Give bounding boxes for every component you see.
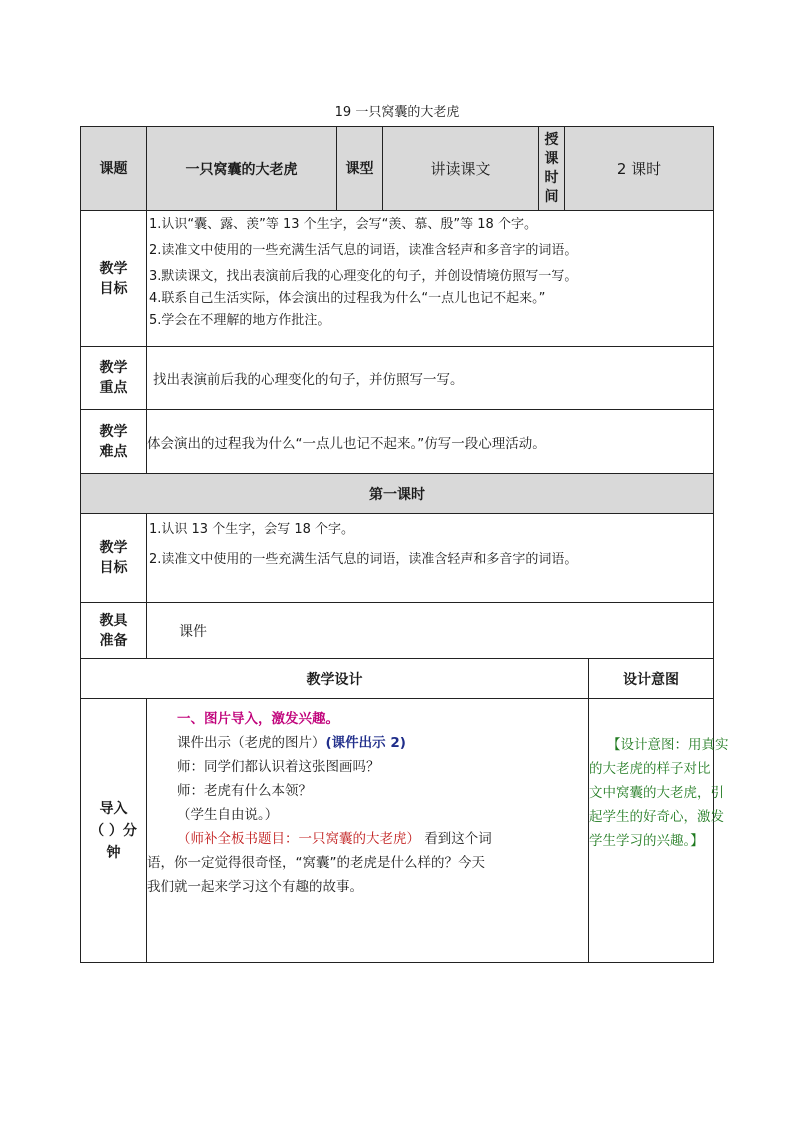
lesson-goal-item: 1.认识 13 个生字，会写 18 个字。 <box>149 522 355 537</box>
goals-label <box>81 211 147 347</box>
design-header: 教学设计 <box>81 659 589 699</box>
intro-line: 师：同学们都认识着这张图画吗？ <box>177 759 380 775</box>
goal-item: 3.默读课文，找出表演前后我的心理变化的句子，并创设情境仿照写一写。 <box>149 269 578 284</box>
subject-label: 课题 <box>81 127 147 211</box>
intro-label-line2: （ ）分 <box>90 822 137 839</box>
intent-header: 设计意图 <box>589 659 714 699</box>
intent-line: 的大老虎的样子对比 <box>589 761 711 777</box>
difficulties-label <box>81 410 147 474</box>
type-label: 课型 <box>337 127 383 211</box>
type-value: 讲读课文 <box>383 127 539 211</box>
key-points-text: 找出表演前后我的心理变化的句子，并仿照写一写。 <box>147 347 714 410</box>
header-row <box>81 127 714 211</box>
lesson-goals-label <box>81 514 147 603</box>
intro-intent-cell <box>589 699 729 963</box>
board-title-note: （师补全板书题目：一只窝囊的大老虎） <box>177 831 420 847</box>
intro-content <box>147 699 589 963</box>
intro-label-line3: 钟 <box>106 844 121 861</box>
difficulties-row <box>81 410 714 474</box>
intro-line: （学生自由说。） <box>177 807 279 823</box>
difficulties-text: 体会演出的过程我为什么“一点儿也记不起来。”仿写一段心理活动。 <box>147 410 714 474</box>
intro-heading: 一、图片导入，激发兴趣。 <box>177 711 339 727</box>
lesson-goals-cell <box>147 514 714 603</box>
goals-label-text: 教学目标 <box>99 260 128 297</box>
materials-row <box>81 603 714 659</box>
goals-row <box>81 211 714 347</box>
design-header-row <box>81 659 714 699</box>
intro-label-line1: 导入 <box>99 800 128 817</box>
subject-value: 一只窝囊的大老虎 <box>147 127 337 211</box>
intro-line: 语，你一定觉得很奇怪，“窝囊”的老虎是什么样的？今天 <box>147 855 485 871</box>
intro-row <box>81 699 714 963</box>
key-points-label <box>81 347 147 410</box>
intro-line <box>147 731 582 755</box>
section-row <box>81 474 714 514</box>
key-points-row <box>81 347 714 410</box>
intro-label <box>81 699 147 963</box>
materials-text: 课件 <box>147 603 714 659</box>
materials-label-text: 教具准备 <box>99 612 128 649</box>
intent-line: 【设计意图：用真实 <box>607 737 729 753</box>
lesson-goals-row <box>81 514 714 603</box>
intro-line <box>147 827 582 851</box>
goal-item: 2.读准文中使用的一些充满生活气息的词语，读准含轻声和多音字的词语。 <box>149 243 578 258</box>
intro-intent-note <box>589 699 729 853</box>
intro-line: 我们就一起来学习这个有趣的故事。 <box>147 879 363 895</box>
intent-line: 文中窝囊的大老虎，引 <box>589 785 724 801</box>
document-title: 19 一只窝囊的大老虎 <box>334 105 460 120</box>
intro-line-text: 课件出示（老虎的图片） <box>177 735 326 751</box>
goal-item: 5.学会在不理解的地方作批注。 <box>149 313 331 328</box>
intro-line: 师：老虎有什么本领？ <box>177 783 312 799</box>
lesson-goal-item: 2.读准文中使用的一些充满生活气息的词语，读准含轻声和多音字的词语。 <box>149 552 578 567</box>
key-points-label-text: 教学重点 <box>99 360 128 396</box>
goal-item: 4.联系自己生活实际，体会演出的过程我为什么“一点儿也记不起来。” <box>149 291 546 306</box>
lesson-goals-label-text: 教学目标 <box>99 540 128 576</box>
lesson-plan-table <box>80 126 729 963</box>
intro-line-text: 看到这个词 <box>420 831 492 847</box>
goals-cell <box>147 211 714 347</box>
time-label: 授课时间 <box>539 127 565 211</box>
courseware-tag: (课件出示 2) <box>325 735 406 751</box>
intent-line: 学生学习的兴趣。】 <box>589 833 704 849</box>
intent-line: 起学生的好奇心，激发 <box>589 809 724 825</box>
section-title: 第一课时 <box>81 474 714 514</box>
time-value: 2 课时 <box>565 127 714 211</box>
goal-item: 1.认识“囊、露、羡”等 13 个生字，会写“羡、慕、殷”等 18 个字。 <box>149 217 537 232</box>
difficulties-label-text: 教学难点 <box>99 423 128 460</box>
materials-label <box>81 603 147 659</box>
